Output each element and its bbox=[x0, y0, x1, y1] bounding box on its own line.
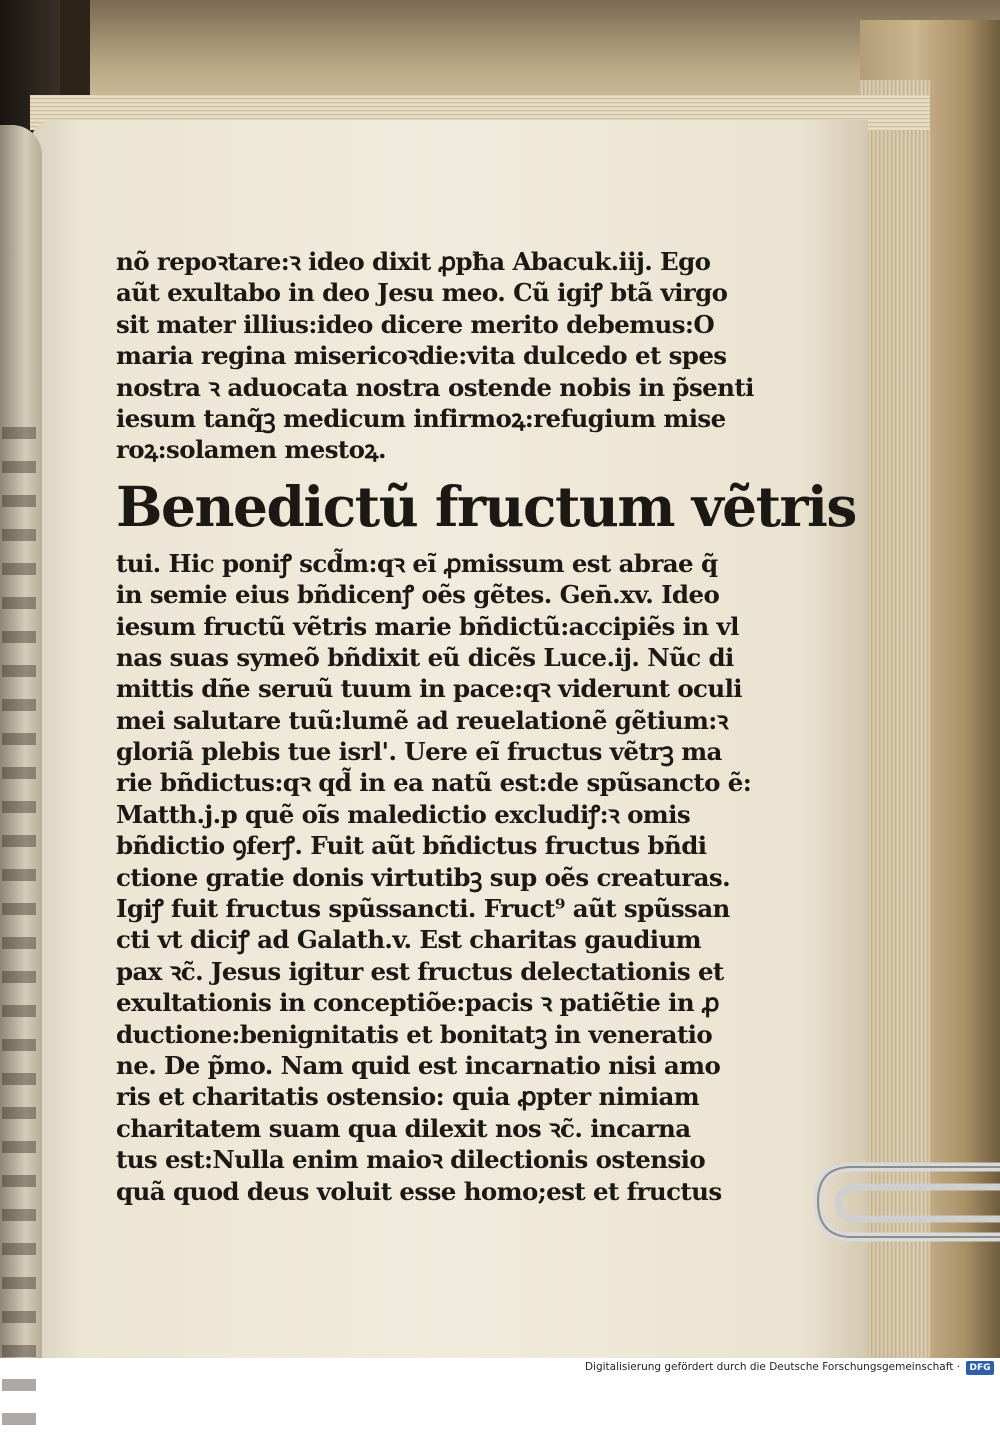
text-line: mittis dñe seruũ tuum in pace:qꝛ viderunt oculi bbox=[116, 674, 742, 704]
text-line: ctione gratie donis virtutibꝫ sup oẽs creaturas. bbox=[116, 862, 731, 892]
text-line: in semie eius bñdicenꝭ oẽs gẽtes. Gen̄.xv. Ideo bbox=[116, 580, 720, 610]
text-line: pax ꝛc̃. Jesus igitur est fructus delectationis et bbox=[116, 956, 724, 986]
text-line: maria regina misericoꝛdie:vita dulcedo et spes bbox=[116, 341, 727, 371]
left-page-text-fragment bbox=[2, 405, 36, 1445]
text-line: gloriã plebis tue isrl'. Uere eĩ fructus vẽtrꝫ ma bbox=[116, 737, 722, 767]
text-line: rie bñdictus:qꝛ qd̃ in ea natũ est:de spũsancto ẽ: bbox=[116, 768, 752, 798]
paper-clip-icon bbox=[812, 1125, 1000, 1255]
text-line: aũt exultabo in deo Jesu meo. Cũ igiꝭ btã virgo bbox=[116, 278, 728, 308]
text-line: nostra ꝛ aduocata nostra ostende nobis in p̃senti bbox=[116, 372, 754, 402]
text-line: Matth.j.p quẽ oĩs maledictio excludiꝭ:ꝛ omis bbox=[116, 799, 691, 829]
footer-bar bbox=[0, 1358, 1000, 1379]
text-lines-after-heading bbox=[116, 548, 752, 1207]
text-line: sit mater illius:ideo dicere merito debemus:O bbox=[116, 309, 715, 339]
section-heading: Benedictũ fructum vẽtris bbox=[116, 473, 856, 539]
text-line: iesum tanq̃ꝫ medicum infirmoꝝ:refugium mise bbox=[116, 403, 726, 433]
text-line: exultationis in conceptiõe:pacis ꝛ patiẽtie in ꝓ bbox=[116, 988, 719, 1018]
page-text bbox=[116, 246, 856, 1207]
dfg-logo: DFG bbox=[966, 1361, 994, 1375]
text-line: quã quod deus voluit esse homo;est et fructus bbox=[116, 1176, 722, 1206]
text-line: nõ repoꝛtare:ꝛ ideo dixit ꝓpħa Abacuk.iij. Ego bbox=[116, 247, 711, 276]
text-line: ductione:benignitatis et bonitatꝫ in veneratio bbox=[116, 1019, 713, 1049]
text-line: bñdictio ꝯferꝭ. Fuit aũt bñdictus fructus bñdi bbox=[116, 831, 707, 861]
text-line: roꝝ:solamen mestoꝝ. bbox=[116, 435, 386, 465]
text-line: mei salutare tuũ:lumẽ ad reuelationẽ gẽtium:ꝛ bbox=[116, 705, 728, 735]
text-line: cti vt diciꝭ ad Galath.v. Est charitas gaudium bbox=[116, 925, 702, 955]
text-line: tui. Hic poniꝭ scd̃m:qꝛ eĩ ꝓmissum est abrae q̃ bbox=[116, 548, 718, 578]
text-line: ne. De p̃mo. Nam quid est incarnatio nisi amo bbox=[116, 1050, 721, 1080]
left-facing-page bbox=[0, 125, 42, 1358]
funding-notice: Digitalisierung gefördert durch die Deutsche Forschungsgemeinschaft · bbox=[584, 1361, 960, 1373]
text-lines-before-heading bbox=[116, 246, 754, 466]
text-line: ris et charitatis ostensio: quia ꝓpter nimiam bbox=[116, 1082, 700, 1112]
text-line: iesum fructũ vẽtris marie bñdictũ:accipiẽs in vl bbox=[116, 611, 739, 641]
text-line: charitatem suam qua dilexit nos ꝛc̃. incarna bbox=[116, 1113, 691, 1143]
text-line: tus est:Nulla enim maioꝛ dilectionis ostensio bbox=[116, 1145, 706, 1175]
text-line: Igiꝭ fuit fructus spũssancti. Fruct⁹ aũt spũssan bbox=[116, 894, 730, 924]
text-line: nas suas symeõ bñdixit eũ dicẽs Luce.ij. Nũc di bbox=[116, 642, 734, 672]
